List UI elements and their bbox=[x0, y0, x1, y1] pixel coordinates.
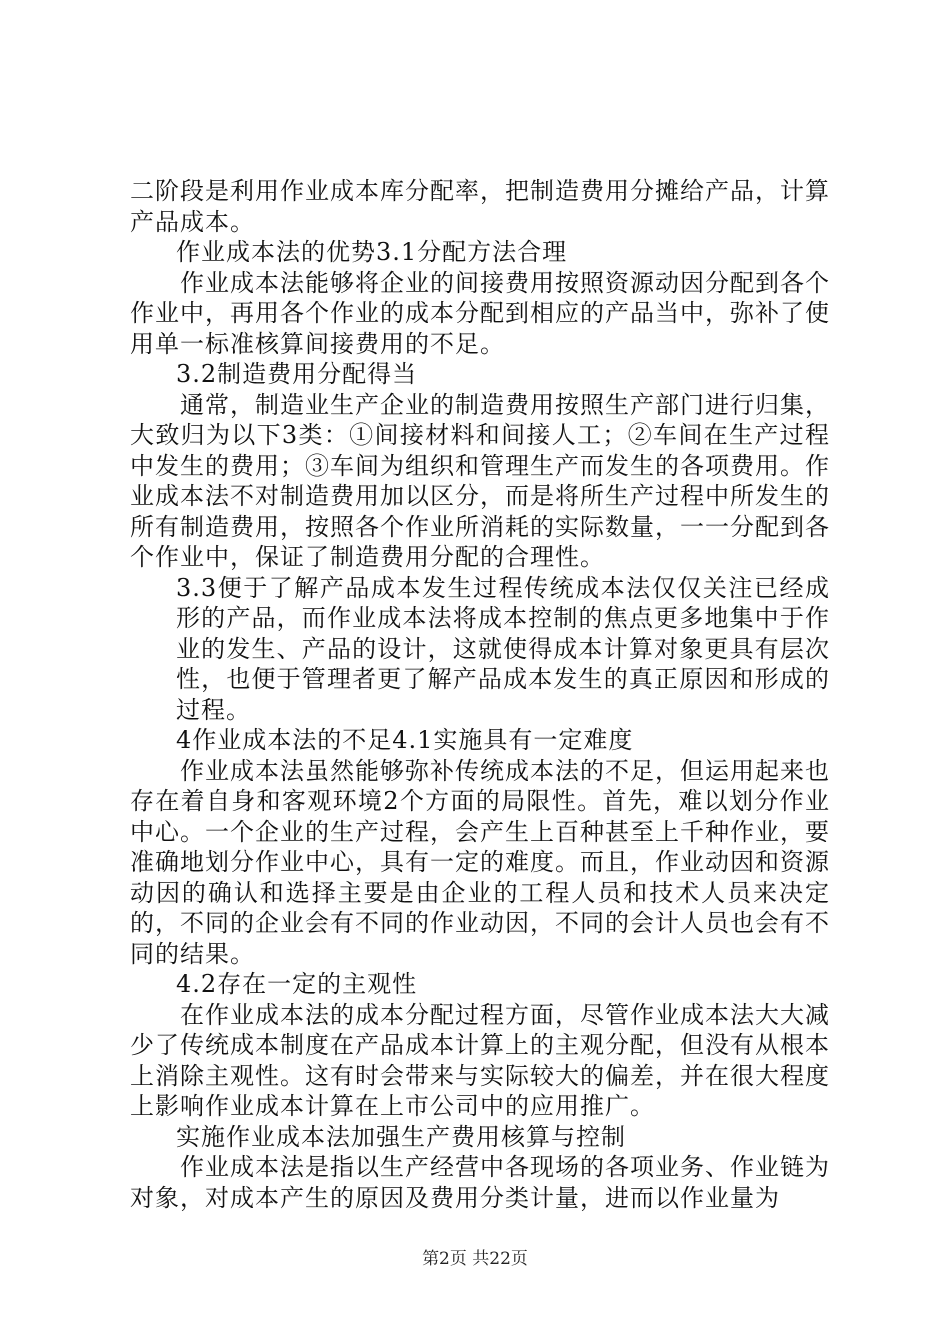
section-heading-advantages: 作业成本法的优势3.1分配方法合理 bbox=[176, 238, 568, 266]
document-body bbox=[130, 176, 830, 1213]
page-number-footer: 第2页 共22页 bbox=[422, 1249, 528, 1269]
section-heading-implementation: 实施作业成本法加强生产费用核算与控制 bbox=[176, 1122, 626, 1151]
section-heading-4-2: 4.2存在一定的主观性 bbox=[176, 970, 418, 998]
paragraph-subjectivity: 在作业成本法的成本分配过程方面，尽管作业成本法大大减少了传统成本制度在产品成本计算上的主观分配，但没有从根本上消除主观性。这有时会带来与实际较大的偏差，并在很大程度上影响作业成本计算在上市公司中的应用推广。 bbox=[130, 1000, 830, 1120]
paragraph-manufacturing-cost: 通常，制造业生产企业的制造费用按照生产部门进行归集，大致归为以下3类：①间接材料和间接人工；②车间在生产过程中发生的费用；③车间为组织和管理生产而发生的各项费用。作业成本法不对制造费用加以区分，而是将所生产过程中所发生的所有制造费用，按照各个作业所消耗的实际数量，一一分配到各个作业中，保证了制造费用分配的合理性。 bbox=[130, 390, 830, 571]
paragraph-3-3: 3.3便于了解产品成本发生过程传统成本法仅仅关注已经成形的产品，而作业成本法将成本控制的焦点更多地集中于作业的发生、产品的设计，这就使得成本计算对象更具有层次性，也便于管理者更了解产品成本发生的真正原因和形成的过程。 bbox=[176, 573, 830, 724]
paragraph-difficulty: 作业成本法虽然能够弥补传统成本法的不足，但运用起来也存在着自身和客观环境2个方面的局限性。首先，难以划分作业中心。一个企业的生产过程，会产生上百种甚至上千种作业，要准确地划分作业中心，具有一定的难度。而且，作业动因和资源动因的确认和选择主要是由企业的工程人员和技术人员来决定的，不同的企业会有不同的作业动因，不同的会计人员也会有不同的结果。 bbox=[130, 756, 830, 968]
paragraph-definition: 作业成本法是指以生产经营中各现场的各项业务、作业链为对象，对成本产生的原因及费用分类计量，进而以作业量为 bbox=[130, 1153, 830, 1212]
section-heading-3-2: 3.2制造费用分配得当 bbox=[176, 360, 418, 388]
paragraph-allocation-method: 作业成本法能够将企业的间接费用按照资源动因分配到各个作业中，再用各个作业的成本分配到相应的产品当中，弥补了使用单一标准核算间接费用的不足。 bbox=[130, 268, 830, 358]
paragraph-continued: 二阶段是利用作业成本库分配率，把制造费用分摊给产品，计算产品成本。 bbox=[130, 177, 830, 236]
section-heading-4: 4作业成本法的不足4.1实施具有一定难度 bbox=[176, 726, 634, 754]
